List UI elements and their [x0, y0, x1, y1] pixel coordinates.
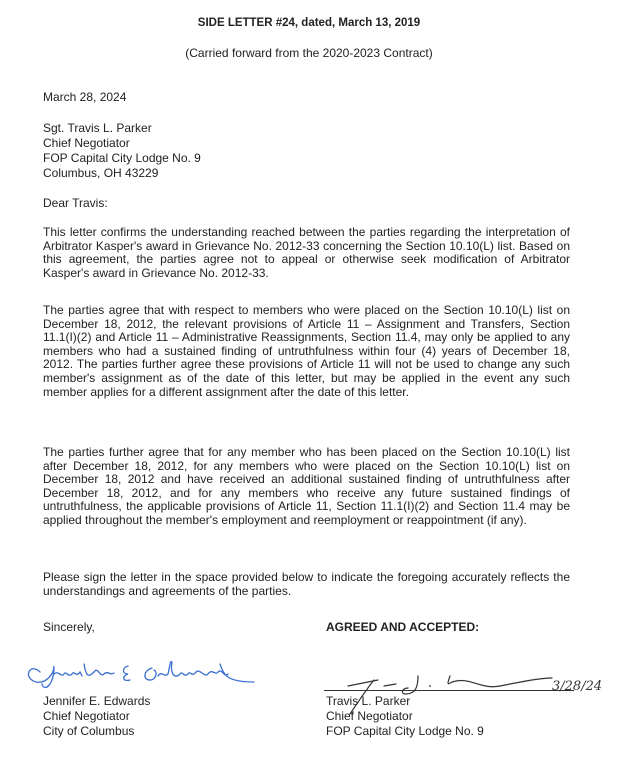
recipient-address: Columbus, OH 43229	[43, 166, 159, 180]
signer-left-org: City of Columbus	[43, 724, 135, 738]
signer-right-title: Chief Negotiator	[326, 709, 413, 723]
paragraph-3: The parties further agree that for any member who has been placed on the Section 10.10(L) list after December 18, 2012, for any members who were placed on the Section 10.10(L) list on December 18, 2012 and have received an additional sustained finding of untruthfulness after December 18, 2012, and for any members who receive any future sustained findings of untruthfulness, the applicable provisions of Article 11, Section 11.1(I)(2) and Section 11.4 may be applied throughout the member's employment and reemployment or reappointment (if any).	[43, 445, 570, 527]
paragraph-4: Please sign the letter in the space provided below to indicate the foregoing accurately reflects the understandings and agreements of the parties.	[43, 570, 570, 598]
salutation: Dear Travis:	[43, 196, 108, 210]
signer-left-title: Chief Negotiator	[43, 709, 130, 723]
signature-handwritten-date: 3/28/24	[552, 679, 603, 694]
paragraph-2: The parties agree that with respect to members who were placed on the Section 10.10(L) list on December 18, 2012, the relevant provisions of Article 11 – Assignment and Transfers, Section 11.1(I)(2) and Article 11 – Administrative Reassignments, Section 11.4, may only be applied to any members who had a sustained finding of untruthfulness within four (4) years of December 18, 2012. The parties further agree these provisions of Article 11 will not be used to change any such member's assignment as of the date of this letter, but may be applied in the event any such member applies for a different assignment after the date of this letter.	[43, 303, 570, 399]
signer-left-name: Jennifer E. Edwards	[43, 694, 151, 708]
recipient-name: Sgt. Travis L. Parker	[43, 121, 152, 135]
letter-date: March 28, 2024	[43, 90, 127, 104]
signature-jennifer-edwards	[24, 656, 274, 696]
recipient-title: Chief Negotiator	[43, 136, 130, 150]
document-subtitle: (Carried forward from the 2020-2023 Contract)	[185, 46, 433, 60]
closing: Sincerely,	[43, 620, 95, 634]
agreed-accepted-label: AGREED AND ACCEPTED:	[326, 620, 480, 634]
signer-right-org: FOP Capital City Lodge No. 9	[326, 724, 484, 738]
paragraph-1: This letter confirms the understanding reached between the parties regarding the interpretation of Arbitrator Kasper's award in Grievance No. 2012-33 concerning the Section 10.10(L) list. Based on this agreement, the parties agree not to appeal or otherwise seek modification of Arbitrator Kasper's award in Grievance No. 2012-33.	[43, 225, 570, 280]
document-title: SIDE LETTER #24, dated, March 13, 2019	[197, 17, 421, 29]
recipient-org: FOP Capital City Lodge No. 9	[43, 151, 201, 165]
signer-right-name: Travis L. Parker	[326, 694, 411, 708]
